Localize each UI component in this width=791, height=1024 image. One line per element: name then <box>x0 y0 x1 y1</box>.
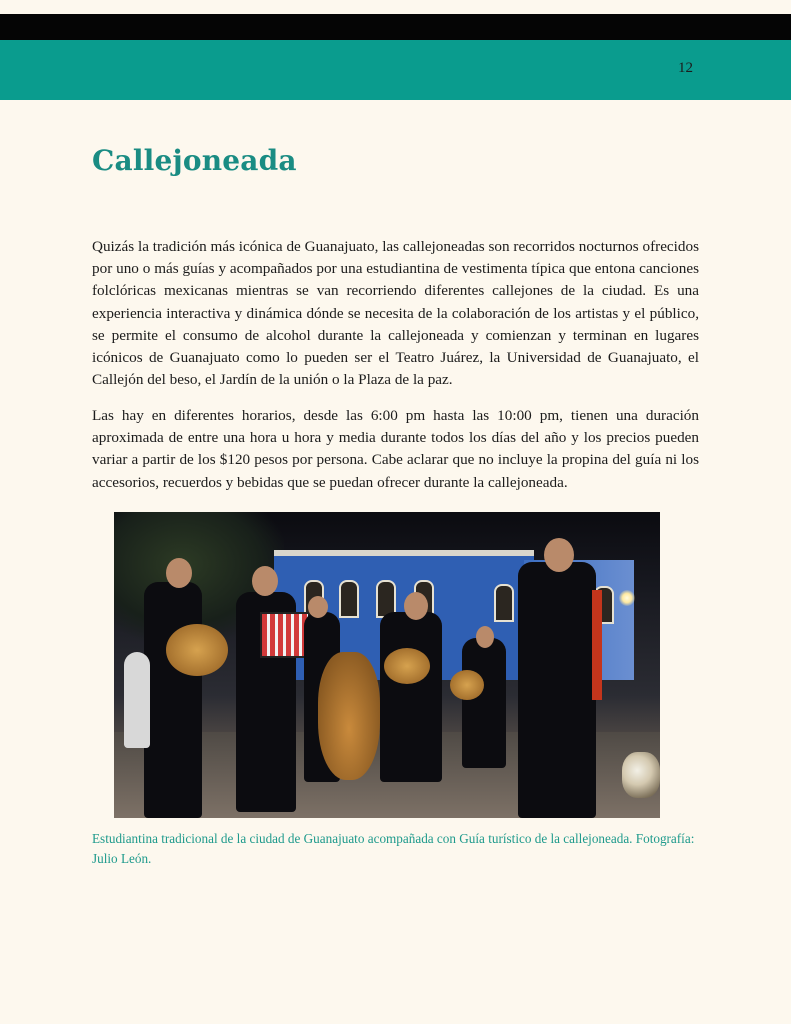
section-title: Callejoneada <box>92 144 297 177</box>
photo-musician <box>144 582 202 818</box>
figure-caption: Estudiantina tradicional de la ciudad de Guanajuato acompañada con Guía turístico de la callejoneada. Fotografía: Julio León. <box>92 831 695 866</box>
body-paragraph-1: Quizás la tradición más icónica de Guanajuato, las callejoneadas son recorridos nocturnos ofrecidos por uno o más guías y acompañados por una estudiantina de vestimenta típica que entona canciones folclóricas mexicanas mientras se van recorriendo diferentes callejones de la ciudad. Es una experiencia interactiva y dinámica dónde se necesita de la colaboración de los artistas y el público, se permite el consumo de alcohol durante la callejoneada y comienzan y terminan en lugares icónicos de Guanajuato como lo pueden ser el Teatro Juárez, la Universidad de Guanajuato, el Callejón del beso, el Jardín de la unión o la Plaza de la paz. <box>92 238 699 389</box>
photo-musician-head <box>252 566 278 596</box>
photo-double-bass <box>318 652 380 780</box>
photo-guide <box>518 562 596 818</box>
photo-window <box>494 584 514 622</box>
body-paragraph-2: Las hay en diferentes horarios, desde las 6:00 pm hasta las 10:00 pm, tienen una duración aproximada de entre una hora u hora y media durante todos los días del año y los precios pueden variar a partir de los $120 pesos por persona. Cabe aclarar que no incluye la propina del guía ni los accesorios, recuerdos y bebidas que se puedan ofrecer durante la callejoneada. <box>92 407 699 491</box>
photo-musician <box>380 612 442 782</box>
photo-street-light <box>619 590 635 606</box>
photo-accordion <box>260 612 310 658</box>
photo-bystander <box>124 652 150 748</box>
top-black-bar <box>0 14 791 40</box>
photo-guitar <box>166 624 228 676</box>
estudiantina-photo <box>114 512 660 818</box>
photo-musician-head <box>166 558 192 588</box>
photo-window <box>339 580 359 618</box>
photo-musician <box>462 638 506 768</box>
photo-musician-head <box>404 592 428 620</box>
photo-musician-head <box>476 626 494 648</box>
header-band <box>0 40 791 100</box>
photo-guide-head <box>544 538 574 572</box>
page-number: 12 <box>678 60 693 76</box>
photo-musician-head <box>308 596 328 618</box>
photo-guide-sash <box>592 590 602 700</box>
photo-flowers <box>622 752 660 798</box>
photo-guitar <box>450 670 484 700</box>
photo-guitar <box>384 648 430 684</box>
